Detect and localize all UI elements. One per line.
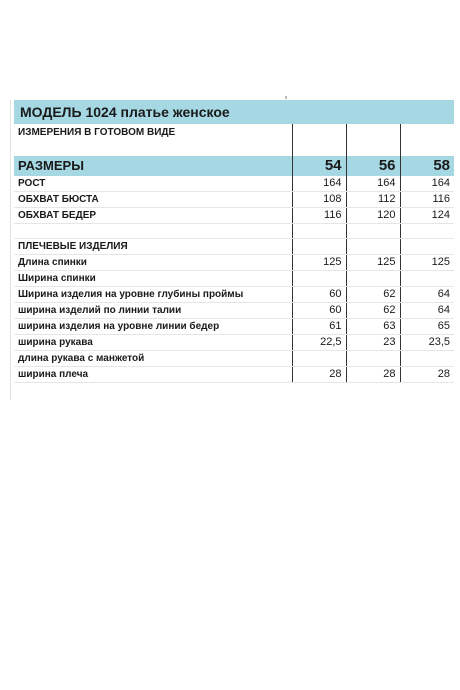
row-value: 65: [400, 319, 454, 335]
row-label: Длина спинки: [14, 255, 292, 271]
row-value: 60: [292, 303, 346, 319]
row-value: 164: [292, 176, 346, 192]
row-value: [346, 351, 400, 367]
row-label: ширина изделий по линии талии: [14, 303, 292, 319]
row-label: ОБХВАТ БЮСТА: [14, 192, 292, 208]
table-row: [14, 335, 454, 351]
size-54: 54: [292, 156, 346, 176]
table-row: [14, 367, 454, 383]
cell-empty: [292, 141, 346, 156]
model-title: МОДЕЛЬ 1024 платье женское: [14, 100, 454, 124]
cell-empty: [346, 141, 400, 156]
table-row: [14, 271, 454, 287]
row-value: [292, 351, 346, 367]
row-value: 64: [400, 287, 454, 303]
cell-empty: [346, 224, 400, 239]
cell-empty: [292, 124, 346, 141]
row-value: [400, 351, 454, 367]
table-row: [14, 287, 454, 303]
row-label: ширина изделия на уровне линии бедер: [14, 319, 292, 335]
blank-row: [14, 141, 454, 156]
cell-empty: [346, 124, 400, 141]
row-value: 61: [292, 319, 346, 335]
sizes-label: РАЗМЕРЫ: [14, 156, 292, 176]
table-row: [14, 176, 454, 192]
size-table: [14, 100, 454, 383]
table-row: [14, 192, 454, 208]
subtitle: ИЗМЕРЕНИЯ В ГОТОВОМ ВИДЕ: [14, 124, 292, 141]
section-label: ПЛЕЧЕВЫЕ ИЗДЕЛИЯ: [14, 239, 292, 255]
row-value: 60: [292, 287, 346, 303]
row-value: [292, 271, 346, 287]
row-value: 125: [346, 255, 400, 271]
row-label: ширина плеча: [14, 367, 292, 383]
row-value: 28: [292, 367, 346, 383]
cell-empty: [400, 124, 454, 141]
row-value: [346, 271, 400, 287]
row-value: 125: [292, 255, 346, 271]
subtitle-row: [14, 124, 454, 141]
row-value: 116: [400, 192, 454, 208]
size-56: 56: [346, 156, 400, 176]
row-value: 108: [292, 192, 346, 208]
cell-empty: [400, 141, 454, 156]
table-row: [14, 208, 454, 224]
table-row: [14, 303, 454, 319]
row-value: 28: [400, 367, 454, 383]
cell-empty: [346, 239, 400, 255]
row-label: ширина рукава: [14, 335, 292, 351]
row-value: 164: [346, 176, 400, 192]
row-value: 125: [400, 255, 454, 271]
row-value: 23: [346, 335, 400, 351]
sizes-header-row: [14, 156, 454, 176]
row-value: 124: [400, 208, 454, 224]
row-value: [400, 271, 454, 287]
row-value: 62: [346, 303, 400, 319]
row-value: 63: [346, 319, 400, 335]
row-value: 22,5: [292, 335, 346, 351]
cell-empty: [14, 224, 292, 239]
section-row: [14, 239, 454, 255]
table-row: [14, 351, 454, 367]
title-row: [14, 100, 454, 124]
cell-empty: [400, 224, 454, 239]
size-chart: [14, 100, 454, 383]
row-value: 120: [346, 208, 400, 224]
row-label: РОСТ: [14, 176, 292, 192]
row-label: Ширина изделия на уровне глубины проймы: [14, 287, 292, 303]
scan-mark: [285, 96, 287, 99]
row-label: длина рукава с манжетой: [14, 351, 292, 367]
cell-empty: [14, 141, 292, 156]
row-value: 62: [346, 287, 400, 303]
row-value: 28: [346, 367, 400, 383]
table-row: [14, 319, 454, 335]
row-value: 116: [292, 208, 346, 224]
row-value: 164: [400, 176, 454, 192]
row-value: 23,5: [400, 335, 454, 351]
cell-empty: [400, 239, 454, 255]
row-value: 64: [400, 303, 454, 319]
row-value: 112: [346, 192, 400, 208]
table-row: [14, 255, 454, 271]
size-58: 58: [400, 156, 454, 176]
blank-row: [14, 224, 454, 239]
row-label: ОБХВАТ БЕДЕР: [14, 208, 292, 224]
cell-empty: [292, 224, 346, 239]
row-label: Ширина спинки: [14, 271, 292, 287]
cell-empty: [292, 239, 346, 255]
